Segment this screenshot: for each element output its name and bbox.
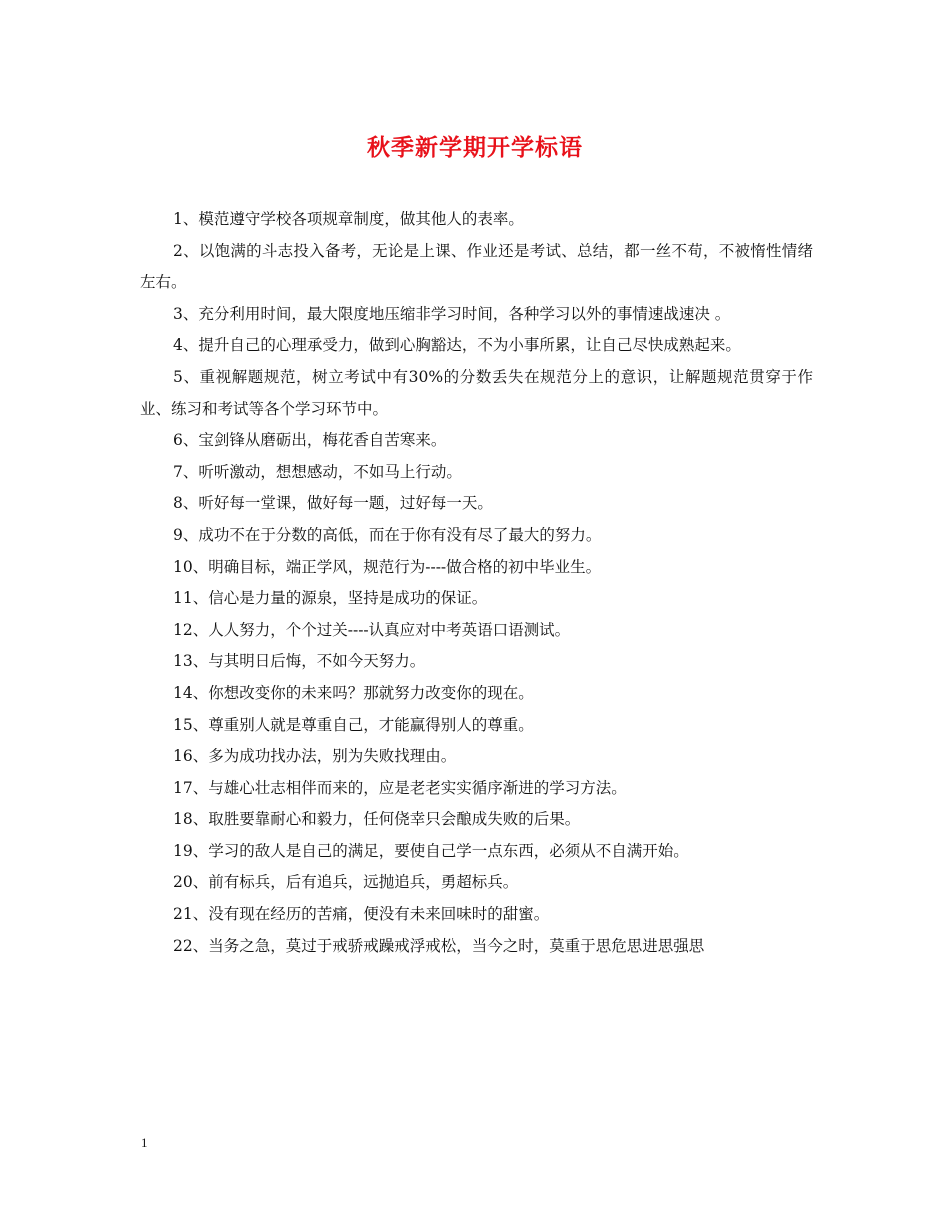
slogan-item: 13、与其明日后悔，不如今天努力。 — [173, 652, 426, 671]
slogan-item: 18、取胜要靠耐心和毅力，任何侥幸只会酿成失败的后果。 — [173, 810, 581, 829]
slogan-item: 7、听听激动，想想感动，不如马上行动。 — [173, 462, 462, 481]
slogan-item: 20、前有标兵，后有追兵，远抛追兵，勇超标兵。 — [173, 873, 519, 892]
slogan-item: 21、没有现在经历的苦痛，便没有未来回味时的甜蜜。 — [173, 905, 550, 924]
slogan-item: 6、宝剑锋从磨砺出，梅花香自苦寒来。 — [173, 431, 447, 450]
slogan-item: 17、与雄心壮志相伴而来的，应是老老实实循序渐进的学习方法。 — [173, 778, 627, 797]
slogan-item: 8、听好每一堂课，做好每一题，过好每一天。 — [173, 494, 493, 513]
slogan-item: 9、成功不在于分数的高低，而在于你有没有尽了最大的努力。 — [173, 525, 602, 544]
slogan-item: 11、信心是力量的源泉，坚持是成功的保证。 — [173, 589, 488, 608]
document-title: 秋季新学期开学标语 — [367, 134, 583, 161]
slogan-item: 14、你想改变你的未来吗？那就努力改变你的现在。 — [173, 683, 534, 702]
slogan-item: 12、人人努力，个个过关----认真应对中考英语口语测试。 — [173, 620, 571, 639]
slogan-item: 22、当务之急，莫过于戒骄戒躁戒浮戒松，当今之时，莫重于思危思进思强思 — [173, 936, 705, 955]
slogan-item: 16、多为成功找办法，别为失败找理由。 — [173, 747, 457, 766]
slogan-list — [140, 204, 813, 962]
slogan-item: 5、重视解题规范，树立考试中有30%的分数丢失在规范分上的意识，让解题规范贯穿于作业、练习和考试等各个学习环节中。 — [140, 367, 813, 418]
slogan-item: 4、提升自己的心理承受力，做到心胸豁达，不为小事所累，让自己尽快成熟起来。 — [173, 336, 741, 355]
slogan-item: 19、学习的敌人是自己的满足，要使自己学一点东西，必须从不自满开始。 — [173, 841, 689, 860]
slogan-item: 15、尊重别人就是尊重自己，才能赢得别人的尊重。 — [173, 715, 534, 734]
slogan-item: 10、明确目标，端正学风，规范行为----做合格的初中毕业生。 — [173, 557, 602, 576]
page-number: 1 — [141, 1135, 148, 1150]
slogan-item: 1、模范遵守学校各项规章制度，做其他人的表率。 — [173, 210, 524, 228]
slogan-item: 3、充分利用时间，最大限度地压缩非学习时间，各种学习以外的事情速战速决 。 — [173, 304, 731, 323]
slogan-item: 2、以饱满的斗志投入备考，无论是上课、作业还是考试、总结，都一丝不苟，不被惰性情绪左右。 — [140, 241, 813, 292]
